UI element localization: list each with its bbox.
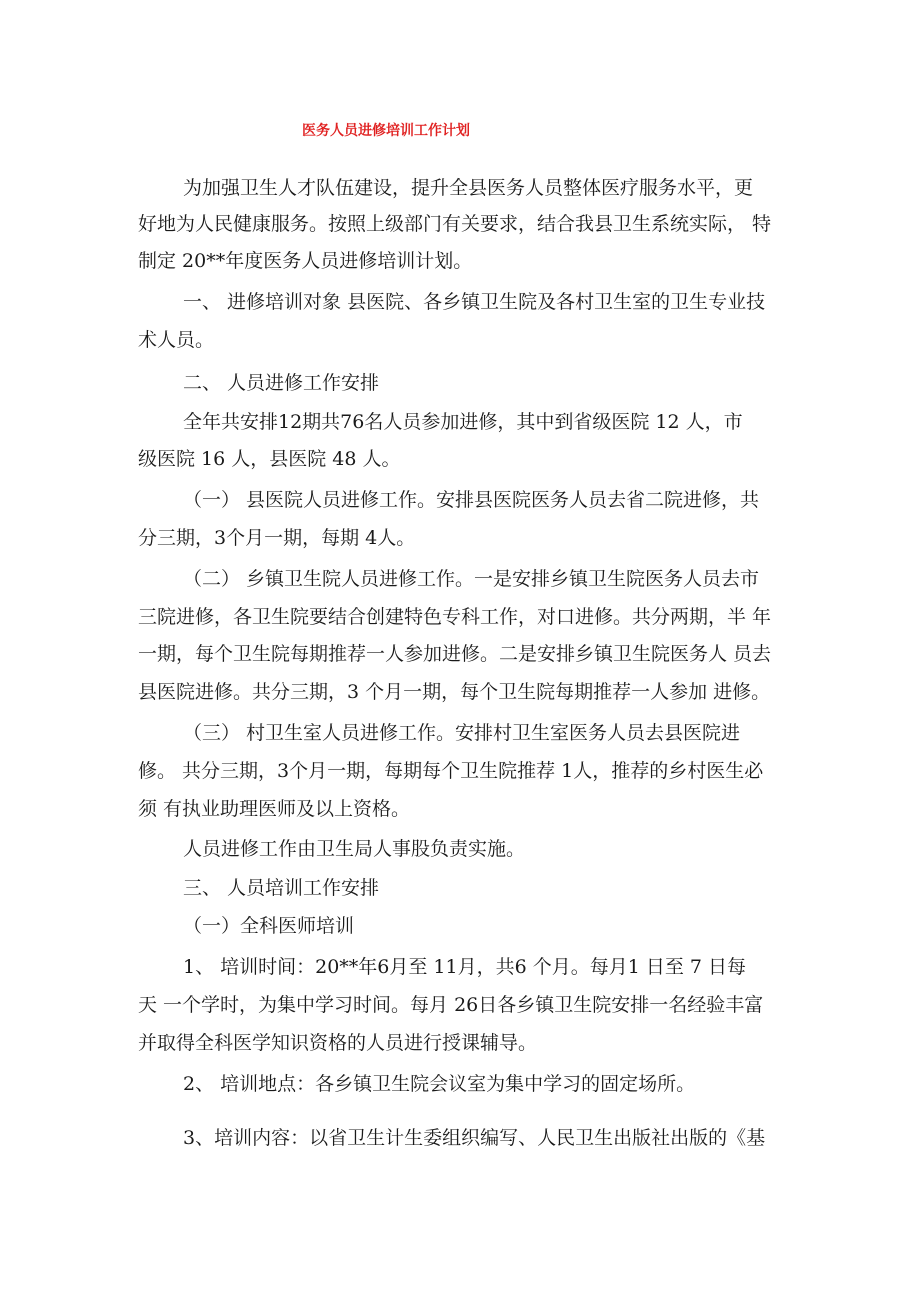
section-heading-line: 一、 进修培训对象 县医院、各乡镇卫生院及各村卫生室的卫生专业技: [183, 291, 766, 313]
paragraph-line: 三院进修，各卫生院要结合创建特色专科工作，对口进修。共分两期，半 年: [138, 606, 772, 628]
section-heading-line: 二、 人员进修工作安排: [183, 372, 380, 394]
paragraph-line: 人员进修工作由卫生局人事股负责实施。: [183, 838, 526, 860]
section-heading-line: 三、 人员培训工作安排: [183, 877, 380, 899]
paragraph-line: 制定 20**年度医务人员进修培训计划。: [138, 250, 473, 272]
paragraph-line: 县医院进修。共分三期，3 个月一期，每个卫生院每期推荐一人参加 进修。: [138, 681, 771, 703]
paragraph-line: 并取得全科医学知识资格的人员进行授课辅导。: [138, 1032, 538, 1054]
subsection-line: （一） 县医院人员进修工作。安排县医院医务人员去省二院进修，共: [183, 489, 760, 511]
subsection-line: （二） 乡镇卫生院人员进修工作。一是安排乡镇卫生院医务人员去市: [183, 568, 760, 590]
paragraph-line: 2、 培训地点：各乡镇卫生院会议室为集中学习的固定场所。: [183, 1073, 696, 1095]
paragraph-line: 须 有执业助理医师及以上资格。: [138, 798, 411, 820]
paragraph-line: 分三期，3个月一期，每期 4人。: [138, 527, 416, 549]
paragraph-line: 为加强卫生人才队伍建设，提升全县医务人员整体医疗服务水平，更: [183, 177, 754, 199]
subsection-line: （一）全科医师培训: [183, 915, 355, 937]
subsection-line: （三） 村卫生室人员进修工作。安排村卫生室医务人员去县医院进: [183, 722, 741, 744]
paragraph-line: 修。 共分三期，3个月一期，每期每个卫生院推荐 1人，推荐的乡村医生必: [138, 760, 764, 782]
paragraph-line: 级医院 16 人，县医院 48 人。: [138, 448, 401, 470]
paragraph-line: 一期，每个卫生院每期推荐一人参加进修。二是安排乡镇卫生院医务人 员去: [138, 643, 772, 665]
paragraph-line: 1、 培训时间：20**年6月至 11月，共6 个月。每月1 日至 7 日每: [183, 956, 747, 978]
document-title: 医务人员进修培训工作计划: [302, 123, 470, 139]
paragraph-line: 天 一个学时，为集中学习时间。每月 26日各乡镇卫生院安排一名经验丰富: [138, 994, 764, 1016]
paragraph-line: 3、培训内容：以省卫生计生委组织编写、人民卫生出版社出版的《基: [183, 1127, 766, 1149]
paragraph-line: 好地为人民健康服务。按照上级部门有关要求，结合我县卫生系统实际， 特: [138, 213, 772, 235]
paragraph-line: 全年共安排12期共76名人员参加进修，其中到省级医院 12 人，市: [183, 411, 743, 433]
paragraph-line: 术人员。: [138, 329, 215, 351]
